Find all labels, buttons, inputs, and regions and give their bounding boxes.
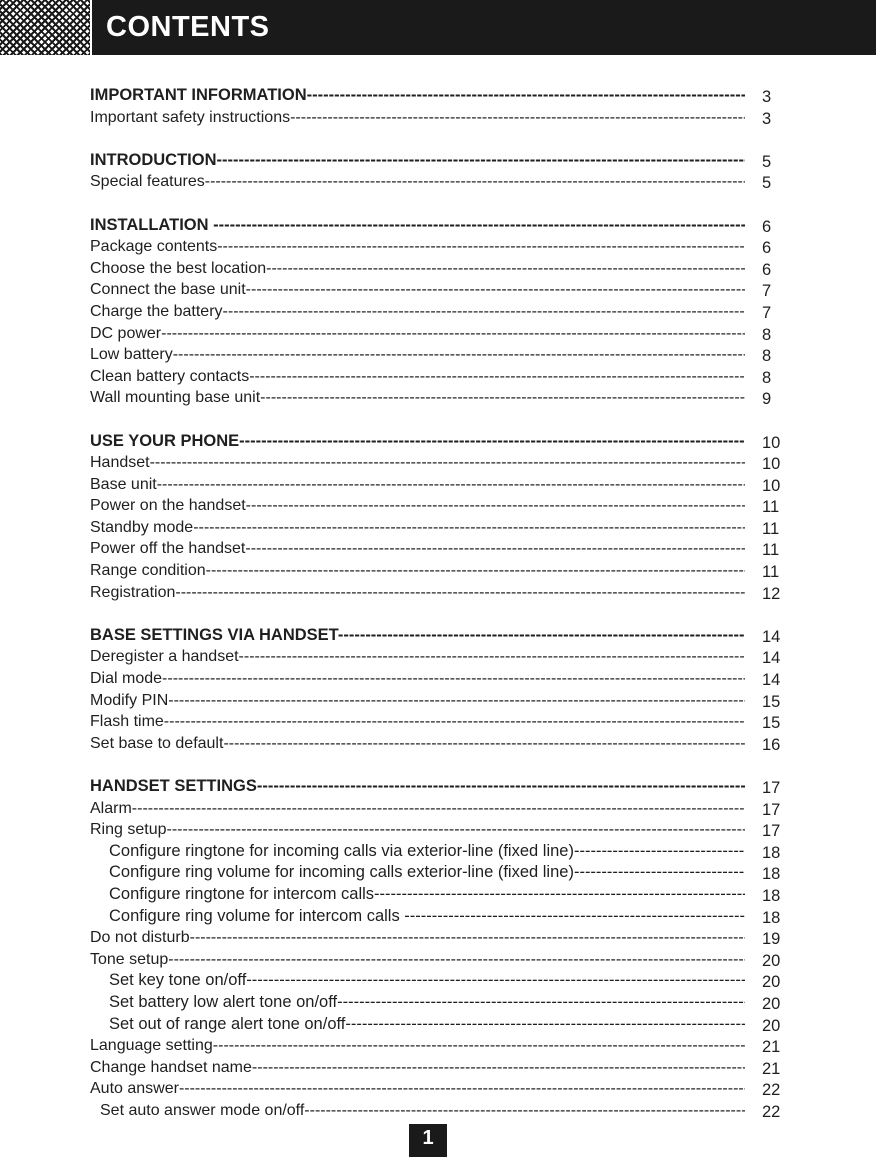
- toc-entry-label: Auto answer: [90, 1080, 179, 1098]
- toc-entry-page: 17: [762, 822, 781, 841]
- toc-entry-page: 12: [762, 584, 781, 603]
- toc-section-heading: [90, 776, 790, 798]
- toc-leader-line: [90, 992, 745, 1014]
- toc-spacer: [90, 128, 790, 150]
- toc-entry-page: 19: [762, 930, 781, 949]
- toc-entry-page: 17: [762, 779, 781, 797]
- toc-entry: [90, 1035, 790, 1057]
- toc-entry-page: 11: [762, 519, 780, 538]
- toc-leader-line: [90, 1100, 745, 1122]
- toc-entry-page: 8: [762, 368, 772, 387]
- toc-entry-label: Tone setup: [90, 950, 169, 968]
- page-title: CONTENTS: [106, 11, 270, 43]
- toc-leader-line: [90, 344, 745, 366]
- toc-leader-line: [90, 711, 745, 733]
- toc-entry: [90, 906, 790, 928]
- toc-leader-line: [90, 906, 745, 928]
- toc-entry: [90, 992, 790, 1014]
- toc-entry: [90, 387, 790, 409]
- toc-entry-label: HANDSET SETTINGS: [90, 777, 257, 795]
- toc-entry-label: Set auto answer mode on/off: [100, 1101, 305, 1119]
- toc-entry-page: 6: [762, 217, 772, 236]
- toc-leader-line: [90, 841, 745, 863]
- toc-entry-page: 10: [762, 476, 781, 495]
- toc-entry: [90, 711, 790, 733]
- toc-leader-line: [90, 668, 745, 690]
- toc-entry: [90, 538, 790, 560]
- toc-entry-label: Modify PIN: [90, 691, 169, 709]
- toc-entry-label: Power on the handset: [90, 497, 246, 515]
- toc-leader-line: [90, 733, 745, 755]
- toc-entry-label: USE YOUR PHONE: [90, 431, 240, 450]
- toc-entry: [90, 690, 790, 712]
- toc-entry-page: 16: [762, 735, 781, 754]
- toc-entry: [90, 1014, 790, 1036]
- table-of-contents: [90, 85, 790, 1122]
- toc-entry: [90, 1078, 790, 1100]
- toc-leader-line: [90, 690, 745, 712]
- toc-entry-label: DC power: [90, 324, 162, 342]
- toc-entry: [90, 560, 790, 582]
- toc-leader-line: [90, 625, 745, 647]
- toc-entry-page: 18: [762, 865, 781, 884]
- toc-entry-label: Low battery: [90, 346, 173, 364]
- toc-entry-label: Registration: [90, 583, 176, 601]
- toc-entry-label: Configure ring volume for intercom calls: [109, 906, 405, 925]
- toc-entry-page: 14: [762, 671, 781, 690]
- toc-entry-page: 17: [762, 800, 781, 819]
- toc-entry: [90, 452, 790, 474]
- toc-entry-page: 9: [762, 390, 772, 409]
- toc-entry-label: Configure ring volume for incoming calls exterior-line (fixed line): [109, 863, 574, 882]
- toc-leader-line: [90, 582, 745, 604]
- toc-entry-page: 18: [762, 843, 781, 862]
- toc-leader-line: [90, 258, 745, 280]
- toc-entry-label: Configure ringtone for intercom calls: [109, 884, 375, 903]
- toc-leader-line: [90, 171, 745, 193]
- toc-entry: [90, 970, 790, 992]
- toc-entry-label: Set battery low alert tone on/off: [109, 992, 338, 1011]
- toc-entry-label: IMPORTANT INFORMATION: [90, 86, 307, 104]
- toc-leader-line: [90, 150, 745, 172]
- toc-entry: [90, 107, 790, 129]
- toc-entry-page: 11: [762, 498, 780, 517]
- toc-leader-line: [90, 538, 745, 560]
- toc-entry-label: Set key tone on/off: [109, 971, 247, 990]
- toc-entry-label: Base unit: [90, 475, 157, 493]
- toc-entry-label: Configure ringtone for incoming calls via exterior-line (fixed line): [109, 841, 574, 860]
- toc-leader-line: [90, 949, 745, 971]
- toc-leader-line: [90, 1035, 745, 1057]
- toc-leader-line: [90, 776, 745, 798]
- toc-entry: [90, 927, 790, 949]
- toc-entry-label: Clean battery contacts: [90, 367, 250, 385]
- toc-leader-line: [90, 431, 745, 453]
- toc-entry: [90, 862, 790, 884]
- toc-entry-page: 18: [762, 886, 781, 905]
- toc-spacer: [90, 193, 790, 215]
- toc-leader-line: [90, 646, 745, 668]
- toc-entry-label: Special features: [90, 173, 205, 191]
- toc-spacer: [90, 603, 790, 625]
- toc-section-heading: [90, 150, 790, 172]
- toc-entry-label: Alarm: [90, 799, 132, 817]
- toc-entry-page: 20: [762, 994, 781, 1013]
- toc-entry: [90, 236, 790, 258]
- toc-entry-page: 8: [762, 325, 772, 344]
- header-pattern-graphic: [0, 0, 90, 55]
- toc-entry-label: Charge the battery: [90, 302, 223, 320]
- toc-entry: [90, 517, 790, 539]
- toc-entry-page: 20: [762, 1016, 781, 1035]
- toc-entry-label: Language setting: [90, 1037, 213, 1055]
- toc-leader-line: [90, 85, 745, 107]
- toc-entry: [90, 279, 790, 301]
- toc-entry-page: 3: [762, 109, 772, 128]
- toc-entry-page: 7: [762, 303, 772, 322]
- toc-section-heading: [90, 85, 790, 107]
- toc-entry-label: INSTALLATION: [90, 215, 214, 234]
- toc-leader-line: [90, 798, 745, 820]
- toc-entry-page: 6: [762, 260, 772, 279]
- toc-entry-page: 10: [762, 455, 781, 474]
- page-number-box: [409, 1124, 447, 1157]
- toc-entry-page: 22: [762, 1081, 781, 1100]
- toc-entry: [90, 841, 790, 863]
- toc-entry: [90, 646, 790, 668]
- toc-spacer: [90, 409, 790, 431]
- toc-entry: [90, 1057, 790, 1079]
- toc-leader-line: [90, 1057, 745, 1079]
- toc-entry-page: 15: [762, 692, 781, 711]
- toc-leader-line: [90, 474, 745, 496]
- toc-entry-label: INTRODUCTION: [90, 150, 217, 169]
- toc-leader-line: [90, 517, 745, 539]
- toc-leader-line: [90, 970, 745, 992]
- toc-entry-page: 8: [762, 347, 772, 366]
- toc-leader-line: [90, 301, 745, 323]
- page-number: 1: [422, 1127, 434, 1149]
- toc-section-heading: [90, 625, 790, 647]
- toc-entry-page: 10: [762, 433, 781, 452]
- toc-entry: [90, 495, 790, 517]
- toc-leader-line: [90, 452, 745, 474]
- toc-entry-page: 15: [762, 714, 781, 733]
- toc-entry-label: Set out of range alert tone on/off: [109, 1014, 346, 1033]
- toc-entry-label: Connect the base unit: [90, 281, 246, 299]
- toc-entry: [90, 668, 790, 690]
- toc-entry-page: 6: [762, 239, 772, 258]
- toc-leader-line: [90, 107, 745, 129]
- toc-entry: [90, 819, 790, 841]
- toc-entry: [90, 733, 790, 755]
- toc-entry-label: Standby mode: [90, 518, 194, 536]
- toc-entry-page: 14: [762, 649, 781, 668]
- toc-leader-line: [90, 323, 745, 345]
- toc-entry-label: Flash time: [90, 713, 164, 731]
- toc-entry-page: 20: [762, 951, 781, 970]
- toc-leader-line: [90, 1078, 745, 1100]
- header-bar: [92, 0, 876, 55]
- toc-spacer: [90, 754, 790, 776]
- toc-entry-page: 20: [762, 973, 781, 992]
- toc-entry-label: Change handset name: [90, 1058, 252, 1076]
- toc-entry-page: 5: [762, 152, 772, 171]
- toc-leader-line: [90, 927, 745, 949]
- toc-leader-line: [90, 366, 745, 388]
- toc-entry-page: 21: [762, 1038, 781, 1057]
- toc-leader-line: [90, 387, 745, 409]
- toc-entry-page: 22: [762, 1102, 781, 1121]
- toc-entry: [90, 301, 790, 323]
- toc-entry: [90, 1100, 790, 1122]
- toc-entry: [90, 171, 790, 193]
- toc-entry: [90, 474, 790, 496]
- toc-entry-label: Handset: [90, 454, 150, 472]
- toc-entry: [90, 344, 790, 366]
- toc-section-heading: [90, 431, 790, 453]
- toc-entry: [90, 798, 790, 820]
- toc-entry-label: Set base to default: [90, 734, 224, 752]
- toc-entry-page: 11: [762, 563, 780, 582]
- toc-leader-line: [90, 279, 745, 301]
- toc-entry-page: 14: [762, 627, 781, 646]
- toc-entry: [90, 884, 790, 906]
- toc-entry-page: 11: [762, 541, 780, 560]
- toc-leader-line: [90, 560, 745, 582]
- toc-entry: [90, 366, 790, 388]
- toc-entry-label: Package contents: [90, 238, 218, 256]
- toc-entry-page: 18: [762, 908, 781, 927]
- toc-entry-label: Range condition: [90, 562, 206, 580]
- toc-leader-line: [90, 862, 745, 884]
- toc-entry-page: 5: [762, 174, 772, 193]
- toc-section-heading: [90, 215, 790, 237]
- toc-entry-label: Choose the best location: [90, 259, 267, 277]
- toc-leader-line: [90, 884, 745, 906]
- toc-entry-label: Ring setup: [90, 821, 167, 839]
- toc-entry: [90, 949, 790, 971]
- toc-leader-line: [90, 1014, 745, 1036]
- toc-leader-line: [90, 819, 745, 841]
- toc-entry-page: 3: [762, 88, 772, 106]
- toc-entry: [90, 582, 790, 604]
- toc-entry-label: Wall mounting base unit: [90, 389, 261, 407]
- toc-entry-label: Dial mode: [90, 670, 163, 688]
- toc-leader-line: [90, 215, 745, 237]
- toc-entry-page: 21: [762, 1059, 781, 1078]
- toc-leader-line: [90, 236, 745, 258]
- toc-entry-label: Deregister a handset: [90, 648, 239, 666]
- toc-entry-label: Power off the handset: [90, 540, 246, 558]
- toc-entry: [90, 323, 790, 345]
- toc-entry: [90, 258, 790, 280]
- toc-entry-label: Important safety instructions: [90, 108, 291, 126]
- toc-entry-page: 7: [762, 282, 772, 301]
- toc-entry-label: Do not disturb: [90, 929, 190, 947]
- toc-entry-label: BASE SETTINGS VIA HANDSET: [90, 625, 338, 644]
- toc-leader-line: [90, 495, 745, 517]
